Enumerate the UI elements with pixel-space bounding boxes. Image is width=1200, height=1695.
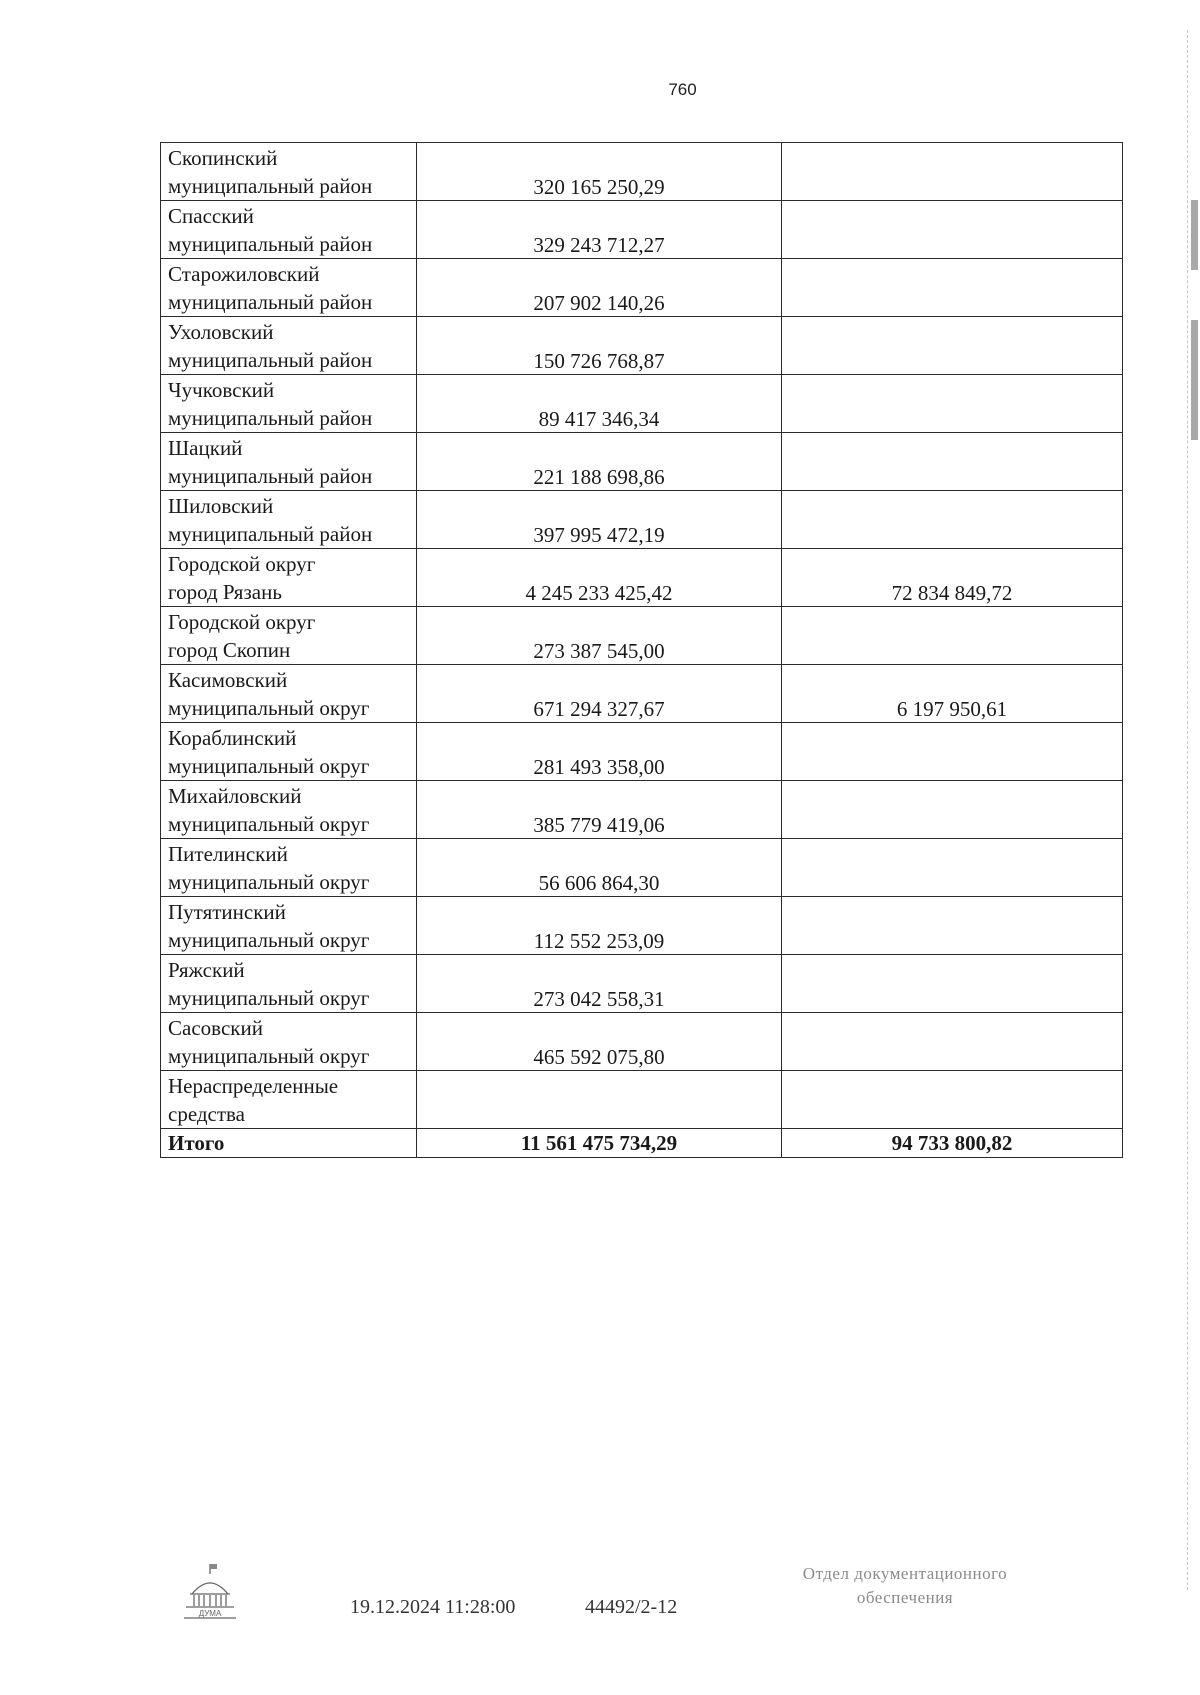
municipality-name-cell — [161, 955, 417, 1013]
amount-primary-cell: 385 779 419,06 — [417, 781, 782, 839]
amount-secondary-cell — [782, 143, 1123, 201]
municipality-name-cell — [161, 1071, 417, 1129]
municipality-name-cell — [161, 549, 417, 607]
table-row — [161, 143, 1123, 201]
municipality-name-cell — [161, 839, 417, 897]
municipality-name-line2: муниципальный район — [168, 522, 373, 546]
municipality-name-cell — [161, 143, 417, 201]
table-row — [161, 839, 1123, 897]
amount-primary-cell: 4 245 233 425,42 — [417, 549, 782, 607]
municipality-name-cell — [161, 1013, 417, 1071]
table-row — [161, 201, 1123, 259]
amount-primary-cell: 273 042 558,31 — [417, 955, 782, 1013]
municipality-name-cell — [161, 607, 417, 665]
table-row — [161, 375, 1123, 433]
municipality-name-line1: Скопинский — [168, 146, 278, 170]
total-amount-secondary: 94 733 800,82 — [782, 1129, 1123, 1158]
amount-secondary-cell — [782, 781, 1123, 839]
scan-edge-margin — [1187, 30, 1200, 1590]
municipality-name-line1: Кораблинский — [168, 726, 297, 750]
municipality-name-line2: муниципальный округ — [168, 986, 370, 1010]
municipality-name-line1: Городской округ — [168, 610, 316, 634]
footer-document-number: 44492/2-12 — [585, 1596, 678, 1618]
amount-primary-cell: 671 294 327,67 — [417, 665, 782, 723]
municipality-name-line1: Ухоловский — [168, 320, 274, 344]
amount-secondary-cell — [782, 955, 1123, 1013]
amount-secondary-cell — [782, 607, 1123, 665]
table-row — [161, 955, 1123, 1013]
municipality-name-line2: город Рязань — [168, 580, 282, 604]
municipality-name-line1: Сасовский — [168, 1016, 263, 1040]
municipality-name-line2: муниципальный район — [168, 406, 373, 430]
municipality-name-cell — [161, 259, 417, 317]
municipality-name-cell — [161, 491, 417, 549]
amount-secondary-cell — [782, 491, 1123, 549]
municipality-name-line1: Шацкий — [168, 436, 243, 460]
amount-secondary-cell: 6 197 950,61 — [782, 665, 1123, 723]
municipality-name-cell — [161, 665, 417, 723]
amount-primary-cell: 221 188 698,86 — [417, 433, 782, 491]
municipality-name-line1: Касимовский — [168, 668, 288, 692]
table-row — [161, 607, 1123, 665]
amount-secondary-cell — [782, 723, 1123, 781]
municipality-name-line2: муниципальный округ — [168, 928, 370, 952]
amount-primary-cell — [417, 1071, 782, 1129]
amount-secondary-cell — [782, 201, 1123, 259]
amount-primary-cell: 150 726 768,87 — [417, 317, 782, 375]
table-row — [161, 1013, 1123, 1071]
duma-building-emblem-icon — [182, 1562, 238, 1620]
table-row — [161, 491, 1123, 549]
amount-secondary-cell — [782, 317, 1123, 375]
table-row — [161, 897, 1123, 955]
municipality-name-line1: Пителинский — [168, 842, 288, 866]
amount-secondary-cell: 72 834 849,72 — [782, 549, 1123, 607]
amount-primary-cell: 112 552 253,09 — [417, 897, 782, 955]
municipality-name-line2: муниципальный район — [168, 174, 373, 198]
amount-primary-cell: 320 165 250,29 — [417, 143, 782, 201]
stamp-line-2: обеспечения — [856, 1588, 954, 1607]
table-row — [161, 259, 1123, 317]
municipality-name-line1: Старожиловский — [168, 262, 320, 286]
page-number: 760 — [668, 80, 697, 99]
amount-secondary-cell — [782, 259, 1123, 317]
municipality-name-line1: Нераспределенные — [168, 1074, 339, 1098]
municipality-name-cell — [161, 375, 417, 433]
municipality-name-cell — [161, 433, 417, 491]
municipality-name-line2: муниципальный округ — [168, 754, 370, 778]
municipality-name-cell — [161, 897, 417, 955]
municipality-name-line2: муниципальный округ — [168, 696, 370, 720]
municipality-name-line2: город Скопин — [168, 638, 291, 662]
amount-primary-cell: 397 995 472,19 — [417, 491, 782, 549]
municipality-name-line2: муниципальный район — [168, 464, 373, 488]
municipality-name-line2: муниципальный округ — [168, 870, 370, 894]
amount-secondary-cell — [782, 839, 1123, 897]
municipality-name-cell — [161, 781, 417, 839]
stamp-line-1: Отдел документационного — [802, 1564, 1008, 1583]
municipality-name-line1: Михайловский — [168, 784, 302, 808]
municipality-name-line1: Спасский — [168, 204, 254, 228]
amount-primary-cell: 329 243 712,27 — [417, 201, 782, 259]
municipality-name-line2: муниципальный район — [168, 232, 373, 256]
amount-secondary-cell — [782, 433, 1123, 491]
amount-secondary-cell — [782, 897, 1123, 955]
table-row — [161, 549, 1123, 607]
budget-table — [160, 142, 1123, 1158]
amount-primary-cell: 89 417 346,34 — [417, 375, 782, 433]
municipality-name-line2: муниципальный район — [168, 348, 373, 372]
amount-secondary-cell — [782, 1013, 1123, 1071]
municipality-name-line2: муниципальный округ — [168, 1044, 370, 1068]
total-row — [161, 1129, 1123, 1158]
municipality-name-line1: Ряжский — [168, 958, 245, 982]
amount-primary-cell: 207 902 140,26 — [417, 259, 782, 317]
municipality-name-line2: муниципальный район — [168, 290, 373, 314]
table-row — [161, 781, 1123, 839]
municipality-name-line1: Путятинский — [168, 900, 286, 924]
amount-secondary-cell — [782, 1071, 1123, 1129]
total-amount-primary: 11 561 475 734,29 — [417, 1129, 782, 1158]
table-row — [161, 665, 1123, 723]
municipality-name-line2: муниципальный округ — [168, 812, 370, 836]
municipality-name-line1: Чучковский — [168, 378, 275, 402]
table-row — [161, 317, 1123, 375]
municipality-name-cell — [161, 317, 417, 375]
municipality-name-line2: средства — [168, 1102, 246, 1126]
table-row — [161, 1071, 1123, 1129]
amount-primary-cell: 273 387 545,00 — [417, 607, 782, 665]
footer-timestamp: 19.12.2024 11:28:00 — [350, 1596, 516, 1618]
table-row — [161, 433, 1123, 491]
table-row — [161, 723, 1123, 781]
municipality-name-line1: Шиловский — [168, 494, 274, 518]
municipality-name-cell — [161, 201, 417, 259]
amount-primary-cell: 465 592 075,80 — [417, 1013, 782, 1071]
municipality-name-cell — [161, 723, 417, 781]
amount-primary-cell: 56 606 864,30 — [417, 839, 782, 897]
amount-primary-cell: 281 493 358,00 — [417, 723, 782, 781]
amount-secondary-cell — [782, 375, 1123, 433]
department-stamp — [770, 1562, 1040, 1610]
total-label: Итого — [161, 1129, 417, 1158]
svg-text:ДУМА: ДУМА — [198, 1609, 222, 1618]
municipality-name-line1: Городской округ — [168, 552, 316, 576]
